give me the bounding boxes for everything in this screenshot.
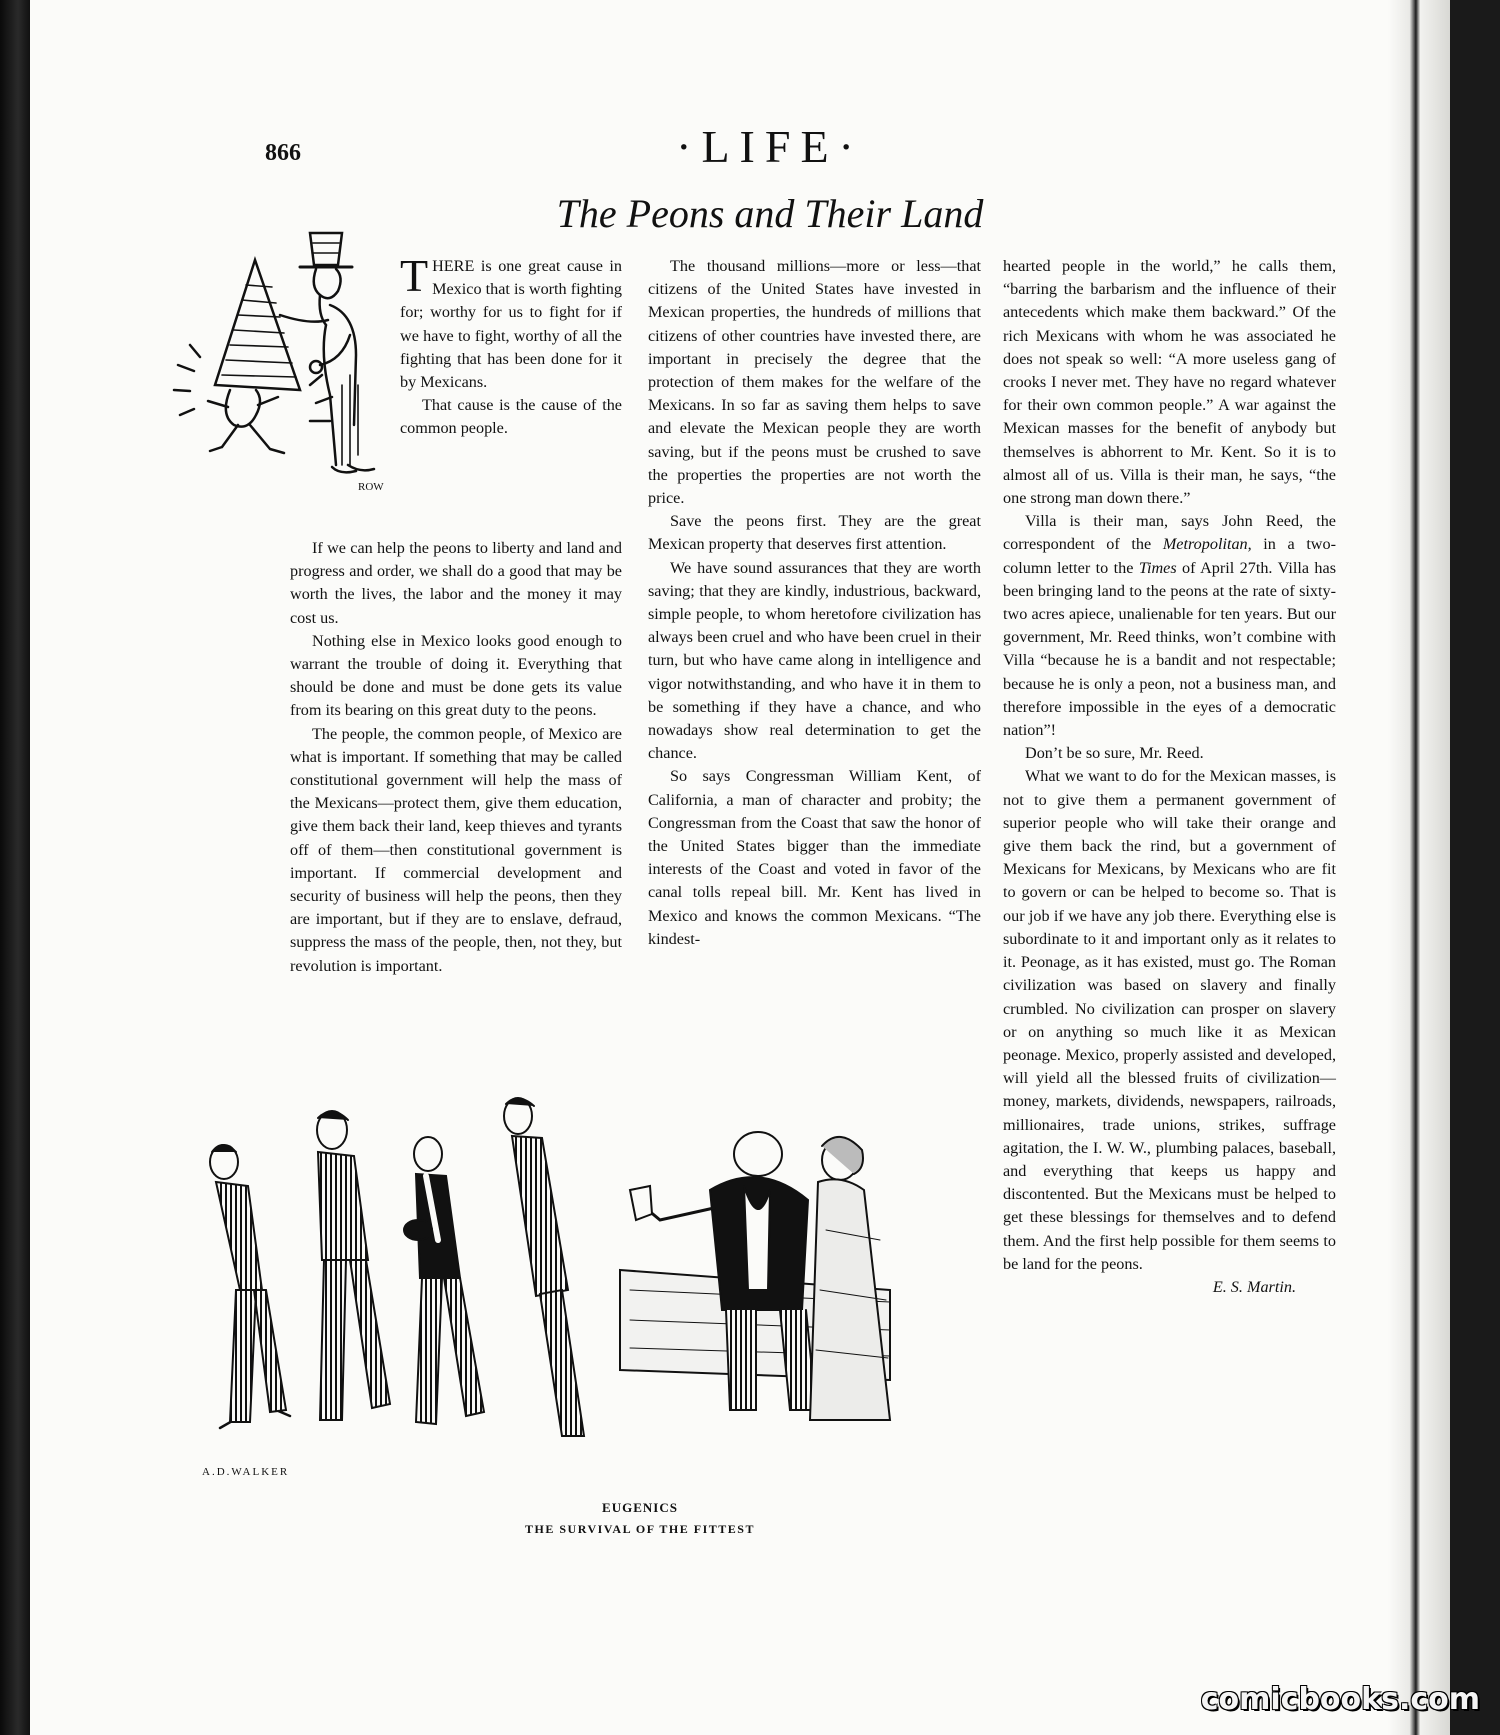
paragraph: That cause is the cause of the common people. (400, 396, 622, 438)
paragraph: Villa is their man, says John Reed, the correspondent of the Metropolitan, in a two-column letter to the Times of April 27th. Villa has been bringing land to the peons at the rate of sixty-two acres apiece, unalienable for ten years. But our government, Mr. Reed thinks, won’t combine with Villa “because he is a bandit and not respectable; because he is only a peon, not a business man, and therefore impossible in the eyes of a democratic nation”! (1003, 512, 1336, 740)
masthead: ·LIFE· (676, 121, 864, 172)
article-column-2 (648, 255, 981, 951)
paragraph: Don’t be so sure, Mr. Reed. (1025, 744, 1204, 763)
bottom-cartoon-signature: A.D.WALKER (202, 1466, 290, 1478)
article-column-1 (290, 250, 622, 978)
figure-1 (210, 1145, 290, 1428)
top-cartoon-signature: ROW (358, 481, 384, 493)
cartoon-caption-title: EUGENICS (602, 1500, 678, 1515)
eugenics-cartoon (190, 1090, 1010, 1490)
drop-cap: T (400, 250, 429, 301)
paragraph: The thousand millions—more or less—that citizens of the United States have invested in Mexican properties, the hundreds of millions that citizens of other countries have invested there, are important in precisely the degree that the protection of them makes for the welfare of the Mexicans. In so far as saving them helps to save and elevate the Mexican people they are worth saving, but if the peons must be crushed to save the properties the properties are not worth the price. (648, 257, 981, 508)
figure-4 (504, 1098, 584, 1436)
paragraph-opening: THERE is one great cause in Mexico that is worth fighting for; worthy for us to fight for if we have to fight, worthy of all the fighting that has been done for it by Mexicans. (400, 250, 622, 392)
article-title: The Peons and Their Land (556, 191, 984, 236)
page-number: 866 (265, 140, 301, 166)
article-column-3 (1003, 255, 1336, 1299)
paragraph: The people, the common people, of Mexico are what is important. If something that may be called constitutional government will help the mass of the Mexicans—protect them, give them education, give them back their land, keep thieves and tyrants off of them—then constitutional government is important. If commercial development and security of business will help the peons, then they are important, but if they are to enslave, defraud, suppress the mass of the people, then, not they, but revolution is important. (290, 724, 622, 975)
paragraph: What we want to do for the Mexican masses, is not to give them a permanent government of superior people who will take their orange and give them back the rind, but a government of Mexicans for Mexicans, by Mexicans who are fit to govern or can be helped to become so. That is our job if we have any job there. Everything else is subordinate to it and important only as it relates to it. Peonage, as it has existed, must go. The Roman civilization was based on slavery and finally crumbled. No civilization can prosper on slavery or on anything so much like it as Mexican peonage. Mexico, properly assisted and developed, will yield all the blessed fruits of civilization—money, markets, dividends, newspapers, railroads, millionaires, trade unions, strikes, suffrage agitation, the I. W. W., plumbing palaces, baseball, and everything that keeps us happy and discontented. But the Mexicans must be helped to get these blessings for themselves and to defend them. And the first help possible for them seems to be land for the peons. (1003, 767, 1336, 1273)
author-signature: E. S. Martin. (1212, 1277, 1296, 1296)
paragraph: hearted people in the world,” he calls them, “barring the barbarism and the influence of their antecedents which make them backward.” Of the rich Mexicans with whom he was associated he does not speak so well: “A more useless gang of crooks I never met. They have no regard whatever for their own common people.” A war against the Mexican masses for the benefit of anybody but themselves is abhorrent to Mr. Kent. So it is to almost all of us. Villa is their man, he says, “the one strong man down there.” (1003, 257, 1336, 508)
couple-on-bench (620, 1132, 890, 1420)
site-watermark: comicbooks.com (1200, 1682, 1480, 1717)
paragraph: So says Congressman William Kent, of California, a man of character and probity; the Congressman from the Coast that saw the honor of the United States bigger than the immediate interests of the Coast and voted in favor of the canal tolls repeal bill. Mr. Kent has lived in Mexico and knows the common Mexicans. “The kindest- (648, 767, 981, 948)
figure-2 (317, 1111, 390, 1420)
page-binding-edge (1388, 0, 1450, 1735)
figure-3 (404, 1137, 484, 1424)
paragraph: We have sound assurances that they are worth saving; that they are kindly, industrious, backward, simple people, to whom heretofore civilization has always been cruel and who have been cruel in their turn, but who have came along in intelligence and vigor notwithstanding, and who have it in them to be something if they have a chance, and who nowadays show real determination to get the chance. (648, 558, 981, 763)
publication-name: Times (1138, 558, 1177, 577)
cartoon-caption-subtitle: THE SURVIVAL OF THE FITTEST (525, 1522, 755, 1536)
paragraph: If we can help the peons to liberty and land and progress and order, we shall do a good that may be worth the lives, the labor and the money it may cost us. (290, 539, 622, 627)
publication-name: Metropolitan, (1162, 535, 1252, 554)
cartoon-wrap-space (290, 255, 400, 485)
paragraph: Nothing else in Mexico looks good enough to warrant the trouble of doing it. Everything that should be done and must be done gets its value from its bearing on this great duty to the peons. (290, 631, 622, 720)
scan-edge-left (0, 0, 30, 1735)
paragraph: Save the peons first. They are the great Mexican property that deserves first attention. (648, 512, 981, 554)
